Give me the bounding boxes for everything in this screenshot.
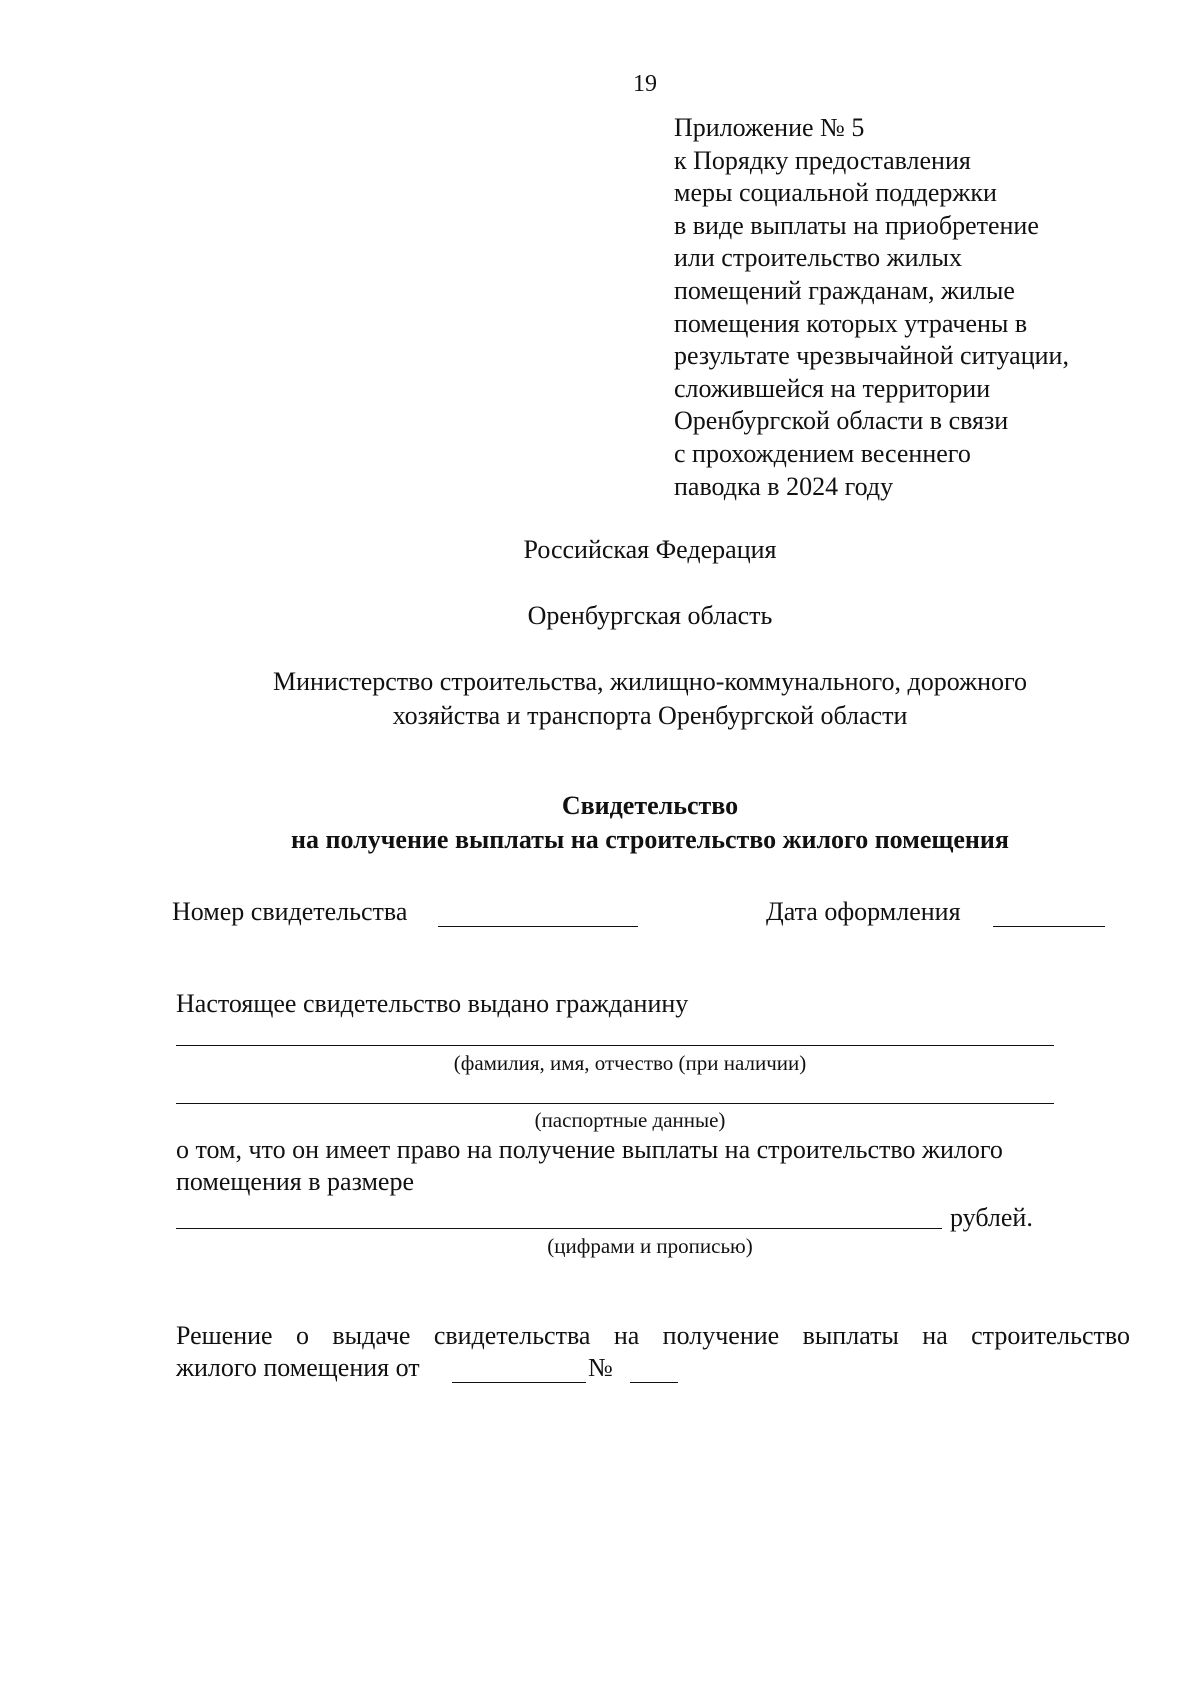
document-title: Свидетельство [561,791,739,820]
page-number: 19 [633,71,657,97]
amount-caption: (цифрами и прописью) [547,1234,753,1258]
appendix-header [674,112,1154,503]
appendix-line: меры социальной поддержки [674,178,997,208]
decision-date-field[interactable] [452,1382,586,1383]
certificate-number-label: Номер свидетельства [172,897,408,926]
appendix-line: помещений гражданам, жилые [674,275,1015,305]
currency-label: рублей. [950,1203,1033,1232]
full-name-field[interactable] [176,1045,1054,1046]
appendix-line: в виде выплаты на приобретение [674,210,1039,240]
passport-data-field[interactable] [176,1103,1054,1104]
appendix-line: Оренбургской области в связи [674,406,1009,436]
appendix-line: помещения которых утрачены в [674,308,1028,338]
appendix-line: результате чрезвычайной ситуации, [674,341,1069,371]
entitlement-line-2: помещения в размере [176,1167,415,1196]
certificate-number-field[interactable] [438,926,638,927]
region-name: Оренбургская область [527,601,773,630]
decision-line-1: Решение о выдаче свидетельства на получение выплаты на строительство [176,1321,1130,1350]
issue-date-label: Дата оформления [766,897,961,926]
document-subtitle: на получение выплаты на строительство жилого помещения [291,825,1009,854]
issued-to-text: Настоящее свидетельство выдано гражданину [176,989,689,1018]
appendix-line: сложившейся на территории [674,373,991,403]
ministry-line-1: Министерство строительства, жилищно-коммунального, дорожного [272,667,1028,696]
decision-number-field[interactable] [630,1382,678,1383]
decision-line-2-prefix: жилого помещения от [176,1353,420,1382]
appendix-line: с прохождением весеннего [674,438,971,468]
ministry-line-2: хозяйства и транспорта Оренбургской области [392,701,908,730]
country-name: Российская Федерация [523,535,777,564]
appendix-line: к Порядку предоставления [674,145,971,175]
full-name-caption: (фамилия, имя, отчество (при наличии) [453,1051,807,1075]
appendix-line: паводка в 2024 году [674,471,894,501]
appendix-line: или строительство жилых [674,243,962,273]
entitlement-line-1: о том, что он имеет право на получение выплаты на строительство жилого [176,1135,1003,1164]
amount-field[interactable] [176,1228,942,1229]
decision-number-sign: № [588,1353,613,1382]
appendix-line: Приложение № 5 [674,113,865,142]
issue-date-field[interactable] [993,926,1105,927]
passport-caption: (паспортные данные) [534,1108,726,1132]
